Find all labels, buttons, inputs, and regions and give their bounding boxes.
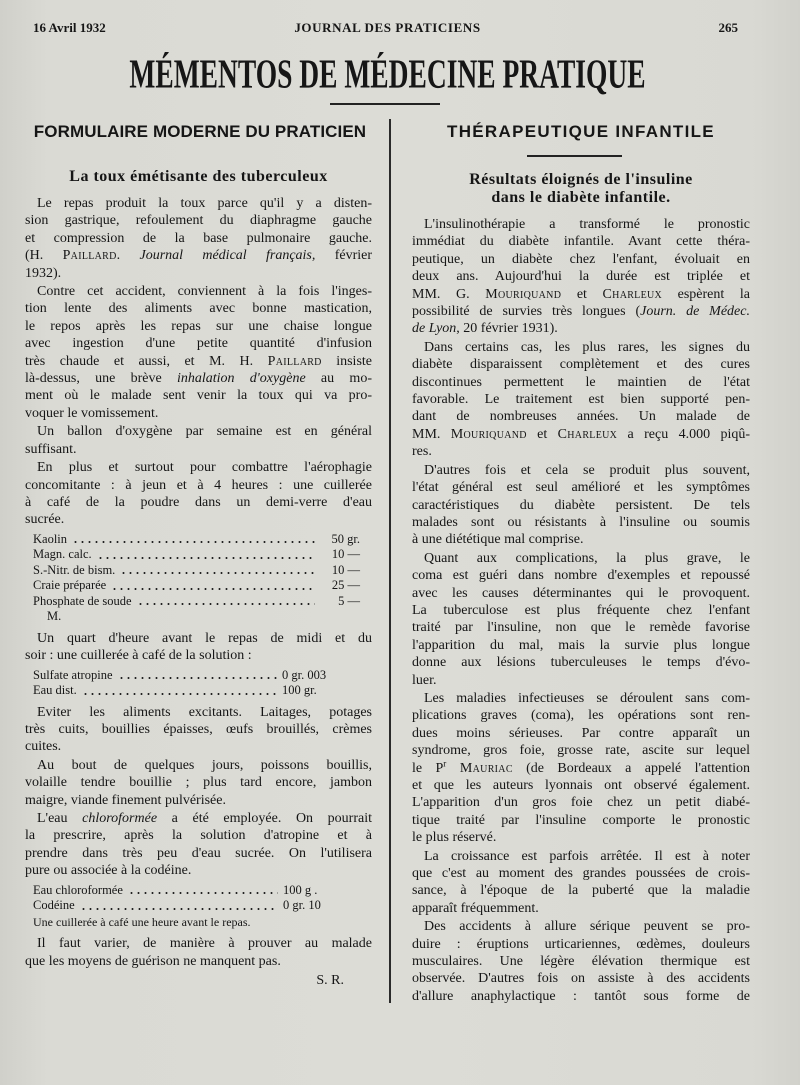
text-line: le repos après les repas sur une chaise longue	[25, 318, 372, 334]
section-rule	[527, 155, 622, 157]
text-line: à une diététique mal comprise.	[412, 532, 584, 548]
dot-leader	[82, 693, 277, 695]
text-run: (H.	[25, 248, 63, 264]
text-line: d'allure anaphylactique : tantôt sous forme de	[412, 988, 750, 1004]
text-line: immédiat du diabète infantile. Avant cette théra-	[412, 234, 750, 250]
text-line: sion gastrique, refoulement du diaphragme gauche	[25, 213, 372, 229]
text-line: l'état général est seul amélioré et les symptômes	[412, 480, 750, 496]
formula-row	[33, 668, 330, 684]
text-line	[25, 353, 372, 370]
text-line: diabète disparaissent complètement et des cures	[412, 357, 750, 373]
author-name: Mouriquand	[485, 286, 562, 302]
ingredient-name: Phosphate de soude	[33, 593, 132, 608]
formula-row	[33, 883, 355, 899]
text-run: (de Bordeaux a appelé l'attention	[512, 760, 751, 776]
text-line: Dans certains cas, les plus rares, les signes du	[424, 339, 750, 355]
text-line	[25, 247, 372, 264]
text-line: deux ans. Aujourd'hui la durée est triplée et	[412, 269, 750, 285]
text-line	[412, 320, 750, 337]
right-article-title-line: dans le diabète infantile.	[491, 189, 671, 206]
dot-leader	[80, 908, 278, 910]
text-line: Un ballon d'oxygène par semaine est en général	[37, 424, 372, 440]
italic-text: chloroformée	[82, 810, 158, 826]
text-line: L'apparition d'un gros foie chez un petit diabé-	[412, 795, 750, 811]
paragraph	[25, 935, 372, 970]
ingredient-dose: 10 —	[331, 562, 360, 577]
text-line	[25, 810, 372, 827]
left-column-body	[25, 195, 372, 989]
text-line: syndrome, gros foie, grosse rate, ascite sur lequel	[412, 743, 750, 759]
italic-text: Journal médical français,	[139, 248, 316, 264]
text-line: coma est guéri dans nombre d'exemples et repoussé	[412, 568, 750, 584]
text-line: volaille tendre bouillie ; plus tard encore, jambon	[25, 775, 372, 791]
ingredient-dose: 50 gr.	[331, 531, 360, 546]
dot-leader	[120, 572, 315, 574]
formula-closing: M.	[47, 609, 62, 624]
ingredient-name: Eau dist.	[33, 683, 77, 698]
paragraph	[25, 283, 372, 422]
right-article-title-line: Résultats éloignés de l'insuline	[469, 171, 693, 188]
text-line: res.	[412, 444, 432, 460]
author-name: Charleux	[602, 286, 663, 302]
formula-row	[33, 547, 360, 563]
text-run: .	[116, 248, 140, 264]
formula-note: Une cuillerée à café une heure avant le repas.	[33, 914, 251, 929]
ingredient-dose: 5 —	[338, 593, 360, 608]
paragraph	[25, 704, 372, 756]
text-line: duire : éruptions urticariennes, œdèmes, douleurs	[412, 936, 750, 952]
text-line: Des accidents à allure sérique peuvent se pro-	[424, 919, 750, 935]
formula-row	[33, 683, 330, 699]
text-line: plications graves (coma), les opérations sont ren-	[412, 708, 750, 724]
dot-leader	[97, 557, 315, 559]
text-line: tion lente des aliments avec bonne mastication,	[25, 301, 372, 317]
ingredient-name: S.-Nitr. de bism.	[33, 562, 116, 577]
ingredient-name: Eau chloroformée	[33, 882, 123, 897]
text-line: prendre dans très peu d'eau sucrée. On l'utilisera	[25, 845, 372, 861]
text-line: et que les auteurs lyonnais ont observé également.	[412, 778, 750, 793]
formula-row	[33, 563, 360, 579]
dot-leader	[118, 677, 278, 679]
ingredient-name: Sulfate atropine	[33, 667, 113, 682]
text-line: que c'est au moment des grandes poussées de crois-	[412, 866, 750, 882]
text-run: a été employée. On pourrait	[157, 810, 372, 826]
text-line: Les maladies infectieuses se déroulent sans com-	[424, 690, 750, 706]
text-line: à café de la poudre dans un demi-verre d'eau	[25, 494, 372, 510]
text-line: traité par l'insuline, non que le remède favorise	[412, 620, 750, 636]
formula	[33, 668, 330, 699]
ingredient-dose: 0 gr. 003	[282, 667, 327, 682]
text-run: au mo-	[305, 371, 372, 387]
text-line: Il faut varier, de manière à prouver au malade	[37, 936, 372, 952]
text-line: Un quart d'heure avant le repas de midi et du	[37, 630, 372, 646]
left-article-title: La toux émétisante des tuberculeux	[69, 168, 328, 185]
issue-date: 16 Avril 1932	[33, 20, 106, 35]
text-line: la prescrire, après la solution d'atropine et à	[25, 828, 372, 844]
text-line: Le repas produit la toux parce qu'il y a disten-	[37, 196, 372, 211]
text-line: musculaires. Une légère élévation thermique est	[412, 954, 750, 970]
text-line: avec ingestion d'une petite quantité d'infusion	[25, 336, 372, 352]
author-name: Mauriac	[446, 760, 513, 776]
formula-row	[33, 898, 355, 914]
text-line: sance, à l'époque de la puberté que la maladie	[412, 883, 750, 899]
text-line: que les moyens de guérison ne manquent pas.	[25, 953, 281, 969]
paragraph	[412, 462, 750, 549]
text-line: suffisant.	[25, 441, 77, 457]
text-line: Quant aux complications, la plus grave, le	[424, 550, 750, 566]
text-line: discontinues permettent le maintien de l'état	[412, 374, 750, 390]
formula	[33, 532, 360, 625]
text-line: tique traité par l'insuline comporte le pronostic	[412, 812, 750, 828]
text-line	[412, 303, 750, 320]
formula	[33, 883, 355, 931]
text-line: soir : une cuillerée à café de la solution :	[25, 648, 252, 664]
text-run: et	[526, 426, 558, 442]
ingredient-name: Magn. calc.	[33, 547, 92, 562]
paragraph	[25, 630, 372, 665]
text-line: avec les causes déterminantes qui le provoquent.	[412, 585, 750, 601]
paragraph	[25, 423, 372, 458]
italic-text: de Lyon	[412, 321, 457, 337]
text-line: La tuberculose est plus fréquente chez l'enfant	[412, 602, 750, 618]
text-line: peutique, un diabète chez l'enfant, évoluait en	[412, 251, 750, 267]
title-rule	[330, 103, 440, 105]
ingredient-dose: 10 —	[331, 547, 360, 562]
text-line: favorable. Le traitement est bien supporté pen-	[412, 392, 750, 408]
signature: S. R.	[316, 972, 344, 988]
text-line: voquer le vomissement.	[25, 405, 159, 421]
author-name: Charleux	[557, 426, 618, 442]
text-line: pure ou associée à la codéine.	[25, 863, 192, 879]
paragraph	[25, 757, 372, 809]
author-name: Mouriquand	[450, 426, 527, 442]
text-run: possibilité de survies très longues (	[412, 304, 641, 320]
right-column-body	[412, 216, 750, 1005]
text-run: MM. G.	[412, 286, 486, 302]
text-line: apparaît fréquemment.	[412, 900, 539, 916]
text-line: 1932).	[25, 265, 62, 281]
superscript: r	[443, 757, 447, 768]
text-run: le P	[412, 760, 444, 776]
dot-leader	[128, 892, 278, 894]
paragraph	[412, 216, 750, 338]
paragraph	[412, 339, 750, 461]
text-line: Au bout de quelques jours, poissons bouillis,	[37, 757, 372, 773]
page-number: 265	[718, 20, 738, 35]
text-line: maigre, viande finement pulvérisée.	[25, 792, 226, 808]
journal-name: JOURNAL DES PRATICIENS	[294, 20, 481, 35]
dot-leader	[72, 541, 315, 543]
paragraph	[412, 550, 750, 689]
text-run: février	[315, 248, 372, 264]
dot-leader	[137, 603, 315, 605]
text-line	[25, 370, 372, 387]
paragraph	[25, 810, 372, 880]
text-line: dant de nombreuses années. Un malade de	[412, 409, 750, 425]
text-run: , 20 février 1931).	[456, 321, 558, 337]
text-line: le plus réservé.	[412, 830, 497, 846]
paragraph	[25, 195, 372, 282]
text-run: L'eau	[37, 810, 83, 826]
text-line: concomitante : à jeun et à 4 heures : une cuillerée	[25, 477, 372, 493]
text-line	[412, 757, 751, 777]
text-run: très chaude et aussi, et M. H.	[25, 353, 268, 369]
text-run: insiste	[321, 353, 372, 369]
text-line: l'apparition du mal, mais la survie plus longue	[412, 637, 750, 653]
paragraph	[412, 690, 750, 847]
italic-text: inhalation d'oxygène	[176, 371, 306, 387]
ingredient-dose: 0 gr. 10	[283, 898, 321, 913]
text-line: Contre cet accident, conviennent à la fois l'inges-	[37, 284, 372, 300]
text-line	[412, 426, 750, 443]
paragraph	[25, 459, 372, 529]
left-section-heading: FORMULAIRE MODERNE DU PRATICIEN	[33, 122, 367, 141]
text-line: sucrée.	[25, 512, 65, 528]
formula-row	[33, 594, 360, 610]
ingredient-dose: 100 g .	[283, 882, 318, 897]
author-name: Paillard	[62, 248, 117, 264]
column-divider	[389, 119, 391, 1003]
text-line: cuites.	[25, 739, 62, 755]
paragraph	[412, 918, 750, 1005]
right-section-heading: THÉRAPEUTIQUE INFANTILE	[447, 122, 715, 141]
text-line: ment où le malade sent venir la toux qui va pro-	[25, 388, 372, 404]
dot-leader	[111, 588, 315, 590]
ingredient-dose: 100 gr.	[282, 683, 317, 698]
italic-text: Journ. de Médec.	[640, 304, 750, 320]
text-line: donne aux lésions tuberculeuses le temps d'évo-	[412, 655, 750, 671]
text-line	[412, 286, 750, 303]
text-line: Eviter les aliments excitants. Laitages, potages	[37, 704, 372, 720]
text-line: D'autres fois et cela se produit plus souvent,	[424, 462, 750, 478]
text-line: En plus et surtout pour combattre l'aérophagie	[37, 460, 372, 476]
text-run: et	[561, 286, 603, 302]
text-run: a reçu 4.000 piqû-	[617, 426, 751, 442]
text-line: et compression de la base pulmonaire gauche.	[25, 230, 372, 246]
paragraph	[412, 848, 750, 918]
ingredient-name: Kaolin	[33, 531, 68, 546]
ingredient-dose: 25 —	[331, 578, 360, 593]
author-name: Paillard	[267, 353, 322, 369]
right-article-title	[412, 171, 750, 207]
ingredient-name: Craie préparée	[33, 578, 107, 593]
text-line: caractéristiques du diabète persistent. De tels	[412, 497, 750, 513]
text-run: espèrent la	[662, 286, 750, 302]
page-title: MÉMENTOS DE MÉDECINE PRATIQUE	[129, 50, 646, 97]
text-run: MM.	[412, 426, 451, 442]
formula-row	[33, 532, 360, 548]
text-line: malades sont ou résistants à l'insuline ou soumis	[412, 514, 750, 530]
text-line: observée. D'autres fois on assiste à des accidents	[412, 971, 750, 987]
text-line: luer.	[412, 672, 437, 688]
ingredient-name: Codéine	[33, 898, 75, 913]
text-run: là-dessus, une brève	[25, 371, 177, 387]
formula-row	[33, 578, 360, 594]
text-line: L'insulinothérapie a transformé le pronostic	[424, 217, 750, 232]
text-line: très cuits, bouillies épaisses, œufs brouillés, crèmes	[25, 721, 372, 737]
text-line: La croissance est parfois arrêtée. Il est à noter	[424, 848, 750, 864]
text-line: dues moins sérieuses. Par contre apparaît un	[412, 725, 750, 741]
